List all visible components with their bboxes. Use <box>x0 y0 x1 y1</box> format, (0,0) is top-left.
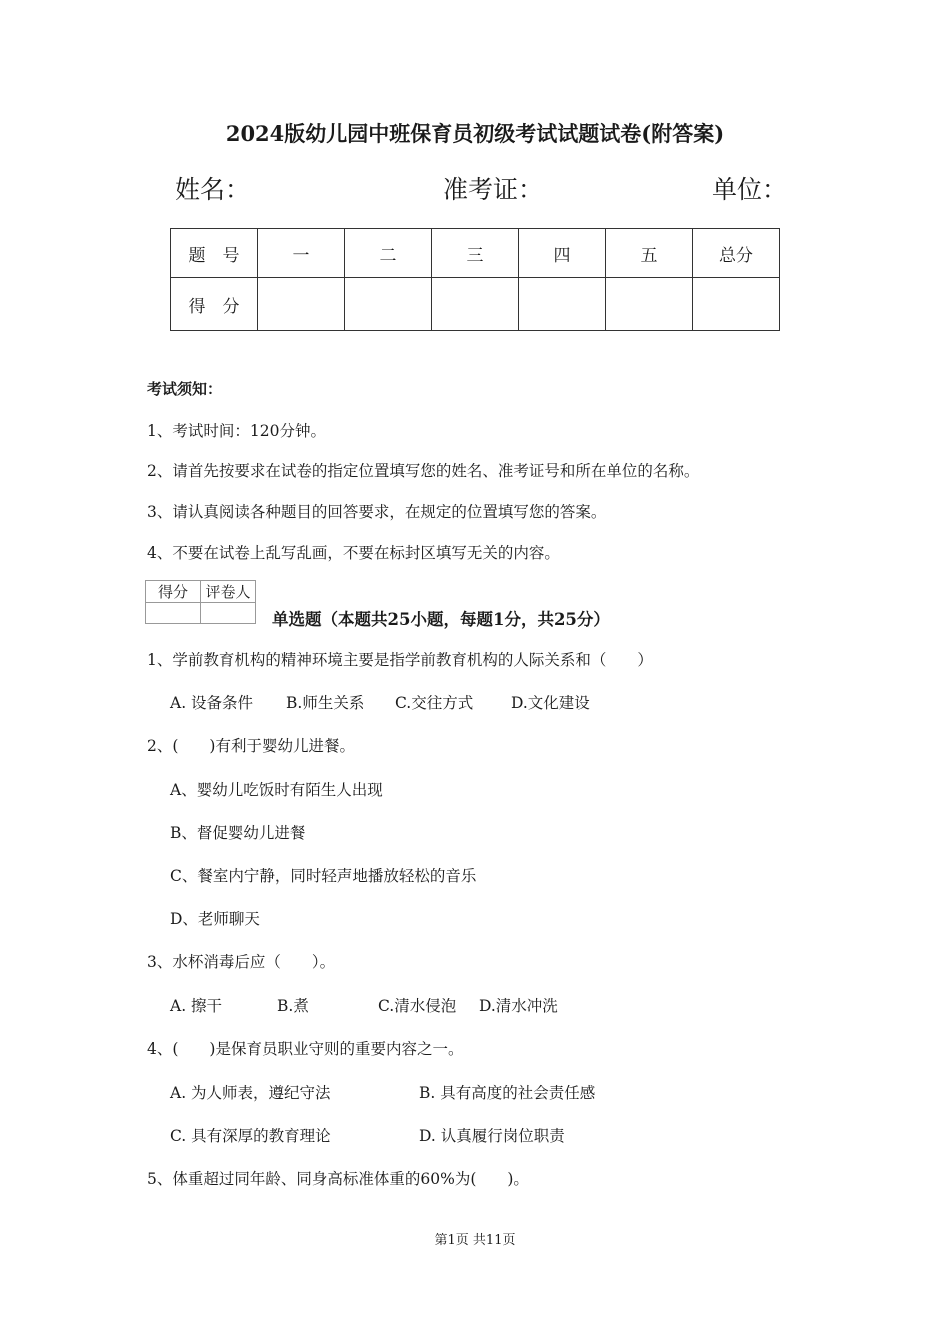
score-table-header-cell: 总分 <box>693 229 780 278</box>
question-option[interactable]: C.交往方式 <box>395 694 474 712</box>
question-stem: 5、体重超过同年龄、同身高标准体重的60%为( )。 <box>147 1170 529 1188</box>
question-option[interactable]: B.煮 <box>277 997 309 1015</box>
score-table-header-cell: 四 <box>519 229 606 278</box>
question-stem: 1、学前教育机构的精神环境主要是指学前教育机构的人际关系和（ ） <box>147 651 653 669</box>
document-title: 2024版幼儿园中班保育员初级考试试题试卷(附答案) <box>225 121 725 146</box>
exam-number-field-label: 准考证： <box>443 175 544 204</box>
score-table-header-cell: 一 <box>258 229 345 278</box>
grader-score-label: 得分 <box>146 581 201 603</box>
grader-box <box>145 580 256 624</box>
notice-heading: 考试须知： <box>147 380 223 398</box>
grader-name-cell[interactable] <box>201 603 256 624</box>
section-title: 单选题（本题共25小题，每题1分，共25分） <box>272 610 610 629</box>
unit-field-label: 单位： <box>712 175 788 204</box>
score-table-header-cell: 五 <box>606 229 693 278</box>
notice-item: 4、不要在试卷上乱写乱画，不要在标封区填写无关的内容。 <box>147 544 560 562</box>
question-option[interactable]: B. 具有高度的社会责任感 <box>419 1084 596 1102</box>
name-field-label: 姓名： <box>175 175 251 204</box>
question-option[interactable]: B、督促婴幼儿进餐 <box>170 824 306 842</box>
score-cell[interactable] <box>606 278 693 331</box>
question-option[interactable]: D. 认真履行岗位职责 <box>419 1127 565 1145</box>
page-footer: 第1页 共11页 <box>434 1233 516 1248</box>
score-row-label: 得 分 <box>171 278 258 331</box>
score-cell[interactable] <box>693 278 780 331</box>
question-option[interactable]: A. 为人师表，遵纪守法 <box>170 1084 331 1102</box>
score-cell[interactable] <box>519 278 606 331</box>
question-option[interactable]: D.文化建设 <box>511 694 590 712</box>
notice-item: 3、请认真阅读各种题目的回答要求，在规定的位置填写您的答案。 <box>147 503 607 521</box>
score-table-header-cell: 题 号 <box>171 229 258 278</box>
question-option[interactable]: B.师生关系 <box>286 694 365 712</box>
grader-score-cell[interactable] <box>146 603 201 624</box>
question-option[interactable]: C.清水侵泡 <box>378 997 457 1015</box>
notice-item: 2、请首先按要求在试卷的指定位置填写您的姓名、准考证号和所在单位的名称。 <box>147 462 700 480</box>
question-option[interactable]: C. 具有深厚的教育理论 <box>170 1127 331 1145</box>
score-table-header-cell: 三 <box>432 229 519 278</box>
question-stem: 2、( )有利于婴幼儿进餐。 <box>147 737 355 755</box>
grader-name-label: 评卷人 <box>201 581 256 603</box>
score-cell[interactable] <box>432 278 519 331</box>
question-option[interactable]: C、餐室内宁静，同时轻声地播放轻松的音乐 <box>170 867 477 885</box>
question-option[interactable]: D、老师聊天 <box>170 910 260 928</box>
score-cell[interactable] <box>345 278 432 331</box>
question-option[interactable]: D.清水冲洗 <box>479 997 558 1015</box>
question-option[interactable]: A、婴幼儿吃饭时有陌生人出现 <box>170 781 383 799</box>
score-table <box>170 228 780 331</box>
question-stem: 3、水杯消毒后应（ ）。 <box>147 953 336 971</box>
question-stem: 4、( )是保育员职业守则的重要内容之一。 <box>147 1040 464 1058</box>
score-cell[interactable] <box>258 278 345 331</box>
notice-item: 1、考试时间：120分钟。 <box>147 422 326 440</box>
score-table-header-row <box>171 229 780 278</box>
score-table-header-cell: 二 <box>345 229 432 278</box>
score-table-score-row <box>171 278 780 331</box>
question-option[interactable]: A. 设备条件 <box>170 694 254 712</box>
question-option[interactable]: A. 擦干 <box>170 997 223 1015</box>
